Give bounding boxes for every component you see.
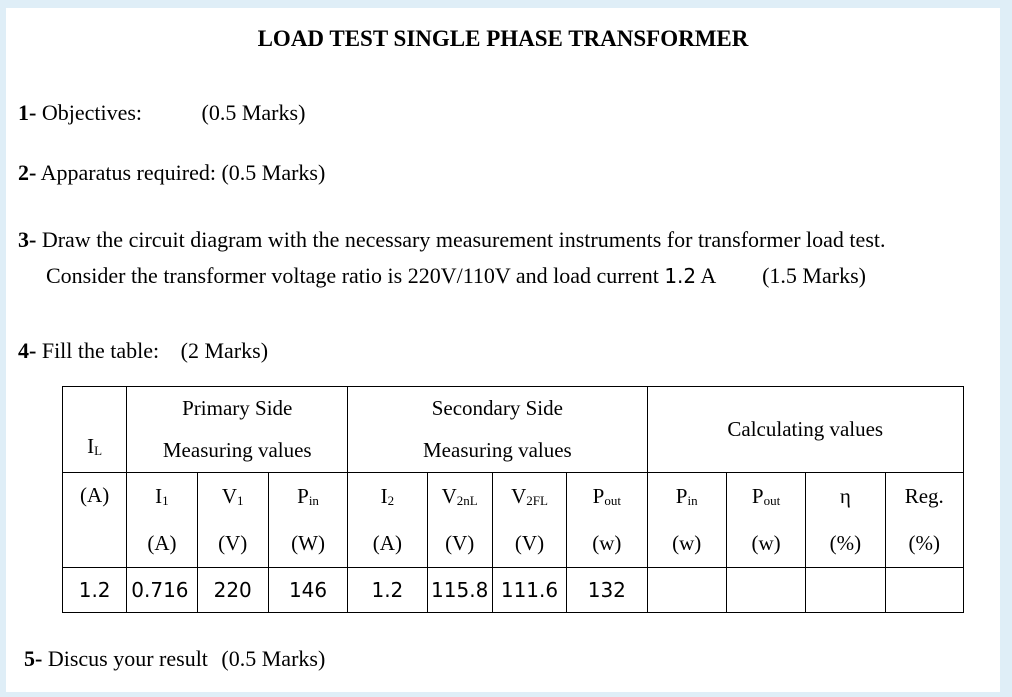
question-3-ratio: 220V/110V [407,263,511,288]
question-4-text: Fill the table: [41,338,160,363]
question-3-marks: (1.5 Marks) [762,263,866,288]
table-cell-5: 115.8 [427,568,492,613]
question-5-marks: (0.5 Marks) [221,646,326,671]
question-4 [18,338,268,364]
document-page [6,8,1000,692]
column-symbol: $V_1$ [221,484,244,508]
question-1-number: 1- [18,100,37,125]
question-3-number: 3- [18,227,37,252]
secondary-side-header [348,387,647,473]
il-unit: (A) [80,483,110,507]
column-unit: (A) [147,531,177,555]
il-symbol: I [87,434,95,458]
question-1 [18,100,305,126]
column-symbol: η [839,484,851,508]
column-symbol: $P_{in}$ [297,484,319,508]
table-cell-2: 220 [197,568,268,613]
primary-side-sub: Measuring values [162,438,312,463]
question-5-number: 5- [24,646,43,671]
secondary-side-title: Secondary Side [431,395,563,420]
il-subscript: L [94,443,103,458]
results-table [62,386,964,613]
question-3-current: 1.2 [664,264,697,288]
column-symbol: $I_1$ [155,484,169,508]
column-header-11 [885,473,963,568]
table-cell-4: 1.2 [348,568,427,613]
primary-side-title: Primary Side [182,395,293,420]
il-header-cell [63,387,127,473]
table-cell-6: 111.6 [492,568,566,613]
column-header-6 [492,473,566,568]
column-symbol: $V_{2FL}$ [511,484,548,508]
secondary-side-sub: Measuring values [423,438,572,463]
table-cell-1: 0.716 [127,568,197,613]
table-cell-8 [647,568,726,613]
column-header-5 [427,473,492,568]
column-unit: (V) [218,531,248,555]
column-unit: (V) [514,531,545,555]
column-header-9 [726,473,805,568]
column-header-10 [806,473,885,568]
question-1-text: Objectives: [41,100,143,125]
column-unit: (%) [829,531,862,555]
column-symbol: $P_{out}$ [592,484,621,508]
table-cell-7: 132 [567,568,647,613]
column-symbol: $P_{out}$ [751,484,781,508]
question-3-text-a: Consider the transformer voltage ratio is [46,263,403,288]
column-symbol: Reg. [904,484,944,508]
il-value: 1.2 [63,568,127,613]
column-header-4 [348,473,427,568]
calculating-values-header: Calculating values [647,387,963,473]
column-symbol: $I_2$ [380,484,395,508]
column-header-3 [268,473,347,568]
table-cell-9 [726,568,805,613]
column-header-2 [197,473,268,568]
column-unit: (w) [592,531,622,555]
primary-side-header [127,387,348,473]
table-cell-11 [885,568,963,613]
question-2-text: Apparatus required: (0.5 Marks) [40,160,326,185]
question-3-unit: A [700,263,716,288]
question-1-marks: (0.5 Marks) [201,100,306,125]
column-unit: (%) [908,531,941,555]
column-unit: (w) [751,531,781,555]
question-5-text: Discus your result [47,646,208,671]
column-header-7 [567,473,647,568]
table-cell-10 [806,568,885,613]
question-5 [24,646,325,672]
question-3-text-b: and load current [515,263,659,288]
question-4-number: 4- [18,338,37,363]
question-3 [18,227,886,253]
column-unit: (A) [372,531,402,555]
column-symbol: $V_{2nL}$ [441,484,478,508]
question-3-line-2 [46,263,866,289]
column-header-1 [127,473,197,568]
question-2-number: 2- [18,160,37,185]
column-symbol: $P_{in}$ [675,484,698,508]
question-4-marks: (2 Marks) [180,338,269,363]
question-2 [18,160,325,186]
page-title: LOAD TEST SINGLE PHASE TRANSFORMER [257,26,749,51]
table-cell-3: 146 [268,568,347,613]
column-unit: (w) [672,531,702,555]
question-3-line-1: Draw the circuit diagram with the necessary measurement instruments for transformer load test. [41,227,886,252]
column-header-8 [647,473,726,568]
column-unit: (V) [445,531,475,555]
il-unit-cell [63,473,127,568]
column-unit: (W) [291,531,325,555]
